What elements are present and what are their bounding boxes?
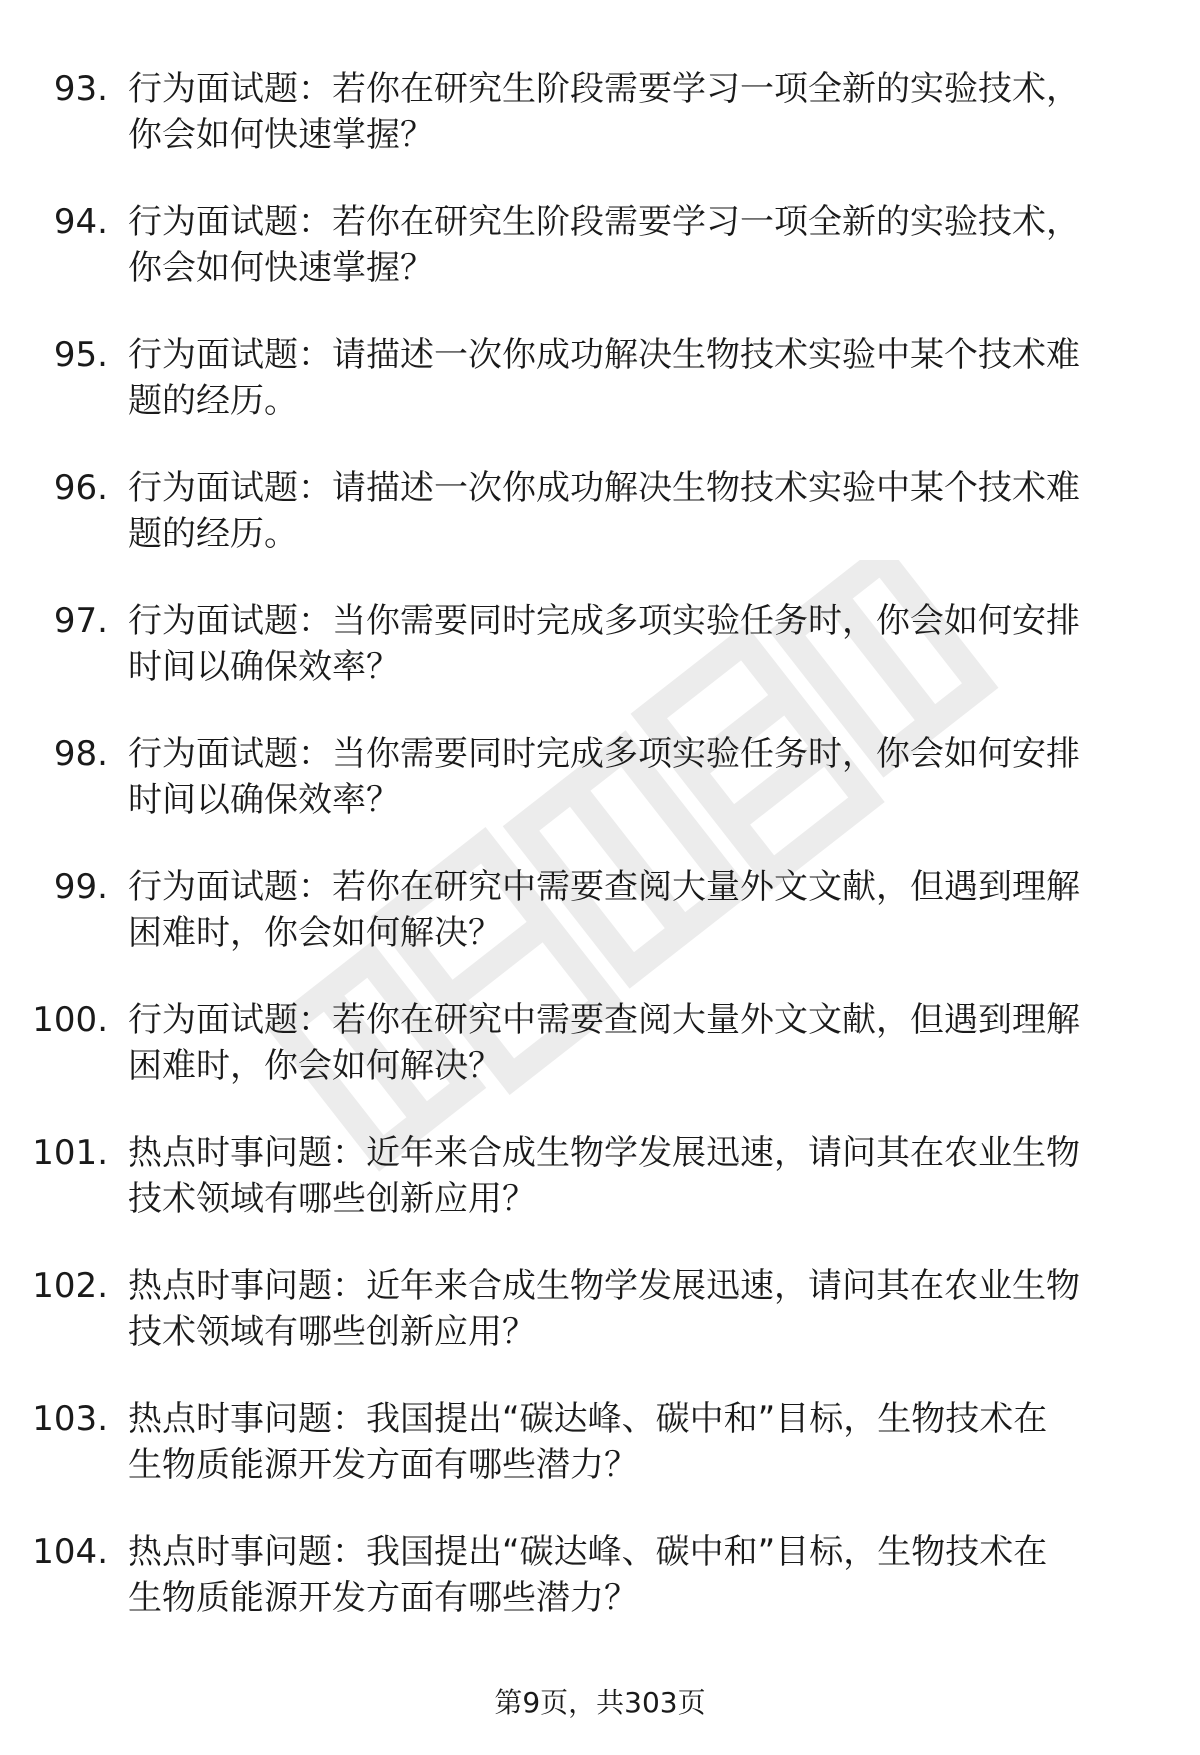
question-text — [128, 66, 1148, 158]
question-number: 104. — [32, 1532, 108, 1572]
question-text — [128, 1529, 1148, 1621]
question-line: 行为面试题：若你在研究中需要查阅大量外文文献，但遇到理解 — [128, 1000, 1080, 1040]
question-line: 热点时事问题：我国提出“碳达峰、碳中和”目标，生物技术在 — [128, 1399, 1048, 1439]
question-line: 困难时，你会如何解决？ — [128, 913, 502, 953]
question-line: 你会如何快速掌握？ — [128, 115, 434, 155]
question-text — [128, 598, 1148, 690]
question-line: 生物质能源开发方面有哪些潜力？ — [128, 1445, 638, 1485]
list-item — [0, 332, 1200, 465]
list-item — [0, 997, 1200, 1130]
question-line: 题的经历。 — [128, 514, 298, 554]
question-number: 103. — [32, 1399, 108, 1439]
page-number-footer: 第9页，共303页 — [494, 1686, 706, 1719]
question-line: 热点时事问题：近年来合成生物学发展迅速，请问其在农业生物 — [128, 1133, 1080, 1173]
question-line: 热点时事问题：近年来合成生物学发展迅速，请问其在农业生物 — [128, 1266, 1080, 1306]
question-number: 95. — [53, 335, 108, 375]
list-item — [0, 199, 1200, 332]
question-number: 100. — [32, 1000, 108, 1040]
question-number: 98. — [53, 734, 108, 774]
question-number: 101. — [32, 1133, 108, 1173]
list-item — [0, 1396, 1200, 1529]
question-text — [128, 465, 1148, 557]
question-line: 技术领域有哪些创新应用？ — [128, 1179, 536, 1219]
question-line: 生物质能源开发方面有哪些潜力？ — [128, 1578, 638, 1618]
question-text — [128, 1130, 1148, 1222]
question-number: 97. — [53, 601, 108, 641]
question-line: 行为面试题：当你需要同时完成多项实验任务时，你会如何安排 — [128, 734, 1080, 774]
question-list — [0, 66, 1200, 1662]
question-text — [128, 1263, 1148, 1355]
list-item — [0, 1529, 1200, 1662]
question-line: 时间以确保效率？ — [128, 780, 400, 820]
question-number: 99. — [53, 867, 108, 907]
question-line: 行为面试题：请描述一次你成功解决生物技术实验中某个技术难 — [128, 468, 1080, 508]
question-line: 行为面试题：若你在研究中需要查阅大量外文文献，但遇到理解 — [128, 867, 1080, 907]
question-text — [128, 731, 1148, 823]
question-line: 技术领域有哪些创新应用？ — [128, 1312, 536, 1352]
question-number: 94. — [53, 202, 108, 242]
list-item — [0, 465, 1200, 598]
list-item — [0, 66, 1200, 199]
question-number: 102. — [32, 1266, 108, 1306]
list-item — [0, 1130, 1200, 1263]
question-line: 行为面试题：当你需要同时完成多项实验任务时，你会如何安排 — [128, 601, 1080, 641]
list-item — [0, 598, 1200, 731]
question-line: 热点时事问题：我国提出“碳达峰、碳中和”目标，生物技术在 — [128, 1532, 1048, 1572]
question-number: 96. — [53, 468, 108, 508]
question-line: 时间以确保效率？ — [128, 647, 400, 687]
question-line: 行为面试题：若你在研究生阶段需要学习一项全新的实验技术， — [128, 202, 1080, 242]
question-line: 困难时，你会如何解决？ — [128, 1046, 502, 1086]
question-text — [128, 199, 1148, 291]
question-line: 行为面试题：请描述一次你成功解决生物技术实验中某个技术难 — [128, 335, 1080, 375]
list-item — [0, 864, 1200, 997]
question-text — [128, 1396, 1148, 1488]
question-text — [128, 332, 1148, 424]
question-line: 你会如何快速掌握？ — [128, 248, 434, 288]
question-text — [128, 864, 1148, 956]
question-text — [128, 997, 1148, 1089]
question-line: 题的经历。 — [128, 381, 298, 421]
list-item — [0, 731, 1200, 864]
question-number: 93. — [53, 69, 108, 109]
list-item — [0, 1263, 1200, 1396]
question-line: 行为面试题：若你在研究生阶段需要学习一项全新的实验技术， — [128, 69, 1080, 109]
